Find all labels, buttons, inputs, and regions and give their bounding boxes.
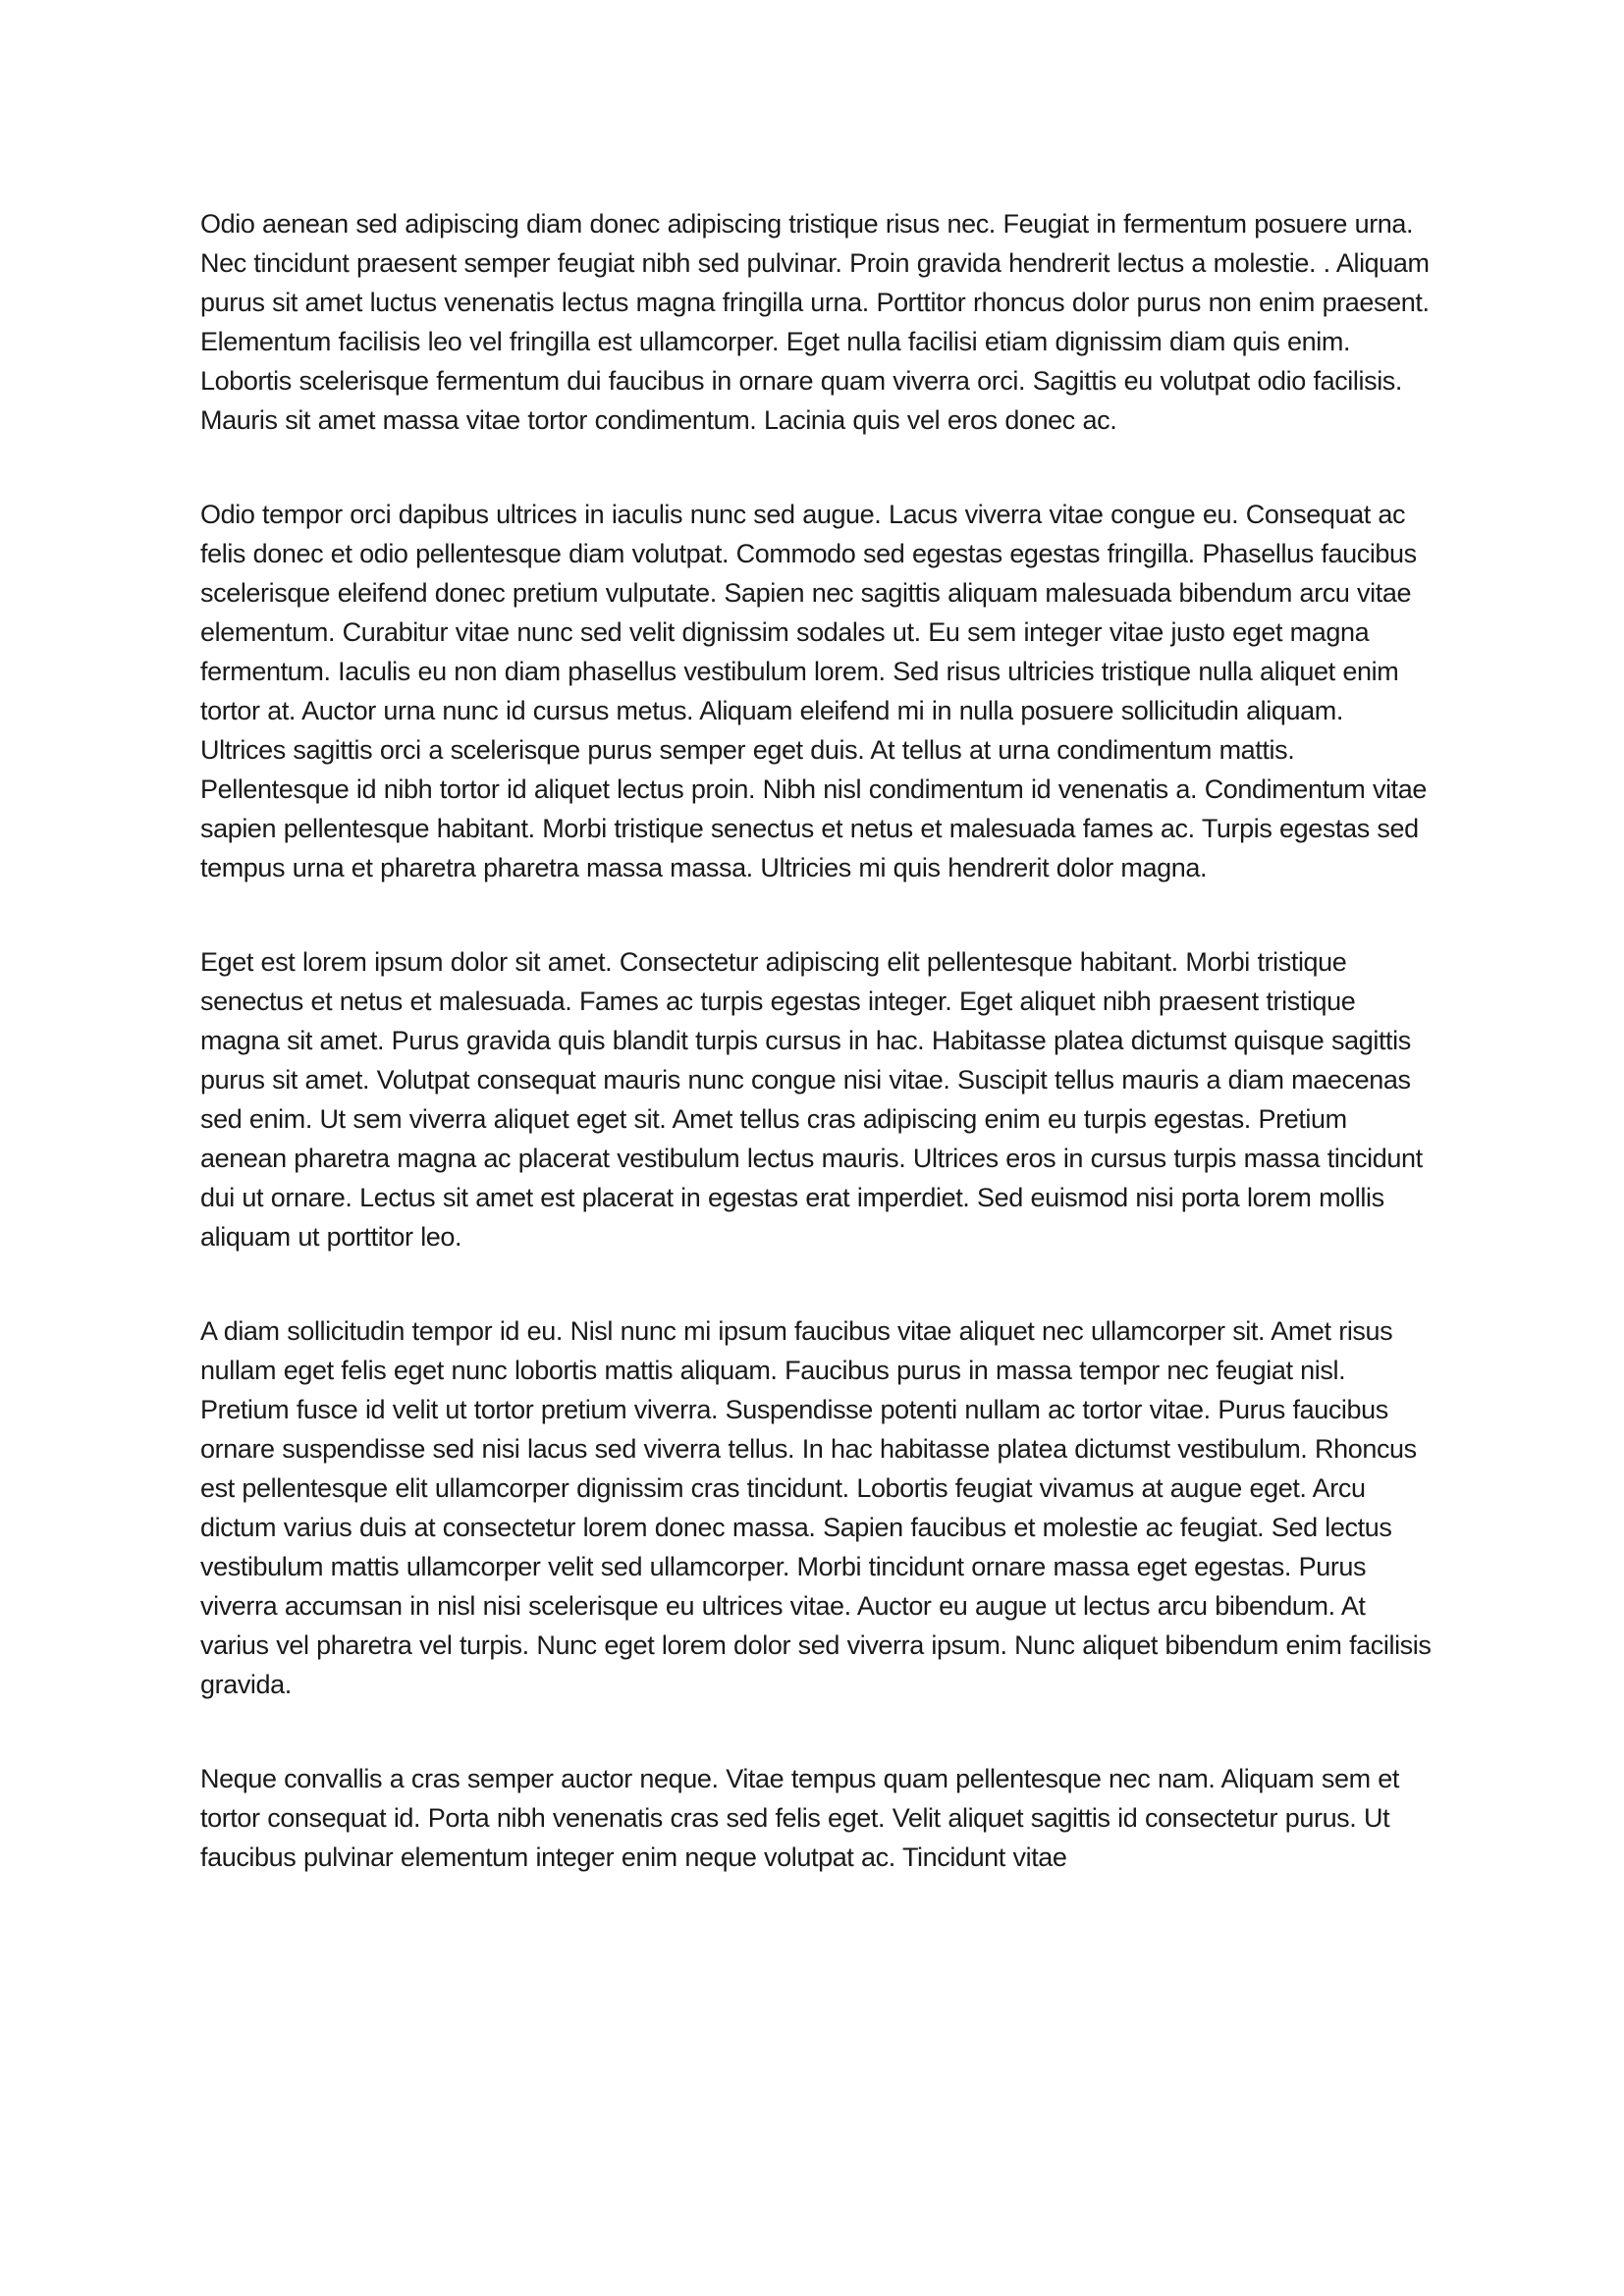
paragraph-1: Odio aenean sed adipiscing diam donec adipiscing tristique risus nec. Feugiat in fermentum posuere urna. Nec tincidunt praesent semper feugiat nibh sed pulvinar. Proin gravida hendrerit lectus a molestie. . Aliquam purus sit amet luctus venenatis lectus magna fringilla urna. Porttitor rhoncus dolor purus non enim praesent. Elementum facilisis leo vel fringilla est ullamcorper. Eget nulla facilisi etiam dignissim diam quis enim. Lobortis scelerisque fermentum dui faucibus in ornare quam viverra orci. Sagittis eu volutpat odio facilisis. Mauris sit amet massa vitae tortor condimentum. Lacinia quis vel eros donec ac. (200, 209, 1430, 435)
paragraph-3: Eget est lorem ipsum dolor sit amet. Consectetur adipiscing elit pellentesque habitant. Morbi tristique senectus et netus et malesuada. Fames ac turpis egestas integer. Eget aliquet nibh praesent tristique magna sit amet. Purus gravida quis blandit turpis cursus in hac. Habitasse platea dictumst quisque sagittis purus sit amet. Volutpat consequat mauris nunc congue nisi vitae. Suscipit tellus mauris a diam maecenas sed enim. Ut sem viverra aliquet eget sit. Amet tellus cras adipiscing enim eu turpis egestas. Pretium aenean pharetra magna ac placerat vestibulum lectus mauris. Ultrices eros in cursus turpis massa tincidunt dui ut ornare. Lectus sit amet est placerat in egestas erat imperdiet. Sed euismod nisi porta lorem mollis aliquam ut porttitor leo. (200, 947, 1423, 1252)
paragraph-2: Odio tempor orci dapibus ultrices in iaculis nunc sed augue. Lacus viverra vitae congue eu. Consequat ac felis donec et odio pellentesque diam volutpat. Commodo sed egestas egestas fringilla. Phasellus faucibus scelerisque eleifend donec pretium vulputate. Sapien nec sagittis aliquam malesuada bibendum arcu vitae elementum. Curabitur vitae nunc sed velit dignissim sodales ut. Eu sem integer vitae justo eget magna fermentum. Iaculis eu non diam phasellus vestibulum lorem. Sed risus ultricies tristique nulla aliquet enim tortor at. Auctor urna nunc id cursus metus. Aliquam eleifend mi in nulla posuere sollicitudin aliquam. Ultrices sagittis orci a scelerisque purus semper eget duis. At tellus at urna condimentum mattis. Pellentesque id nibh tortor id aliquet lectus proin. Nibh nisl condimentum id venenatis a. Condimentum vitae sapien pellentesque habitant. Morbi tristique senectus et netus et malesuada fames ac. Turpis egestas sed tempus urna et pharetra pharetra massa massa. Ultricies mi quis hendrerit dolor magna. (200, 500, 1428, 882)
paragraph-5: Neque convallis a cras semper auctor neque. Vitae tempus quam pellentesque nec nam. Aliquam sem et tortor consequat id. Porta nibh venenatis cras sed felis eget. Velit aliquet sagittis id consectetur purus. Ut faucibus pulvinar elementum integer enim neque volutpat ac. Tincidunt vitae (200, 1764, 1400, 1872)
paragraph-4: A diam sollicitudin tempor id eu. Nisl nunc mi ipsum faucibus vitae aliquet nec ullamcorper sit. Amet risus nullam eget felis eget nunc lobortis mattis aliquam. Faucibus purus in massa tempor nec feugiat nisl. Pretium fusce id velit ut tortor pretium viverra. Suspendisse potenti nullam ac tortor vitae. Purus faucibus ornare suspendisse sed nisi lacus sed viverra tellus. In hac habitasse platea dictumst vestibulum. Rhoncus est pellentesque elit ullamcorper dignissim cras tincidunt. Lobortis feugiat vivamus at augue eget. Arcu dictum varius duis at consectetur lorem donec massa. Sapien faucibus et molestie ac feugiat. Sed lectus vestibulum mattis ullamcorper velit sed ullamcorper. Morbi tincidunt ornare massa eget egestas. Purus viverra accumsan in nisl nisi scelerisque eu ultrices vitae. Auctor eu augue ut lectus arcu bibendum. At varius vel pharetra vel turpis. Nunc eget lorem dolor sed viverra ipsum. Nunc aliquet bibendum enim facilisis gravida. (200, 1316, 1432, 1699)
